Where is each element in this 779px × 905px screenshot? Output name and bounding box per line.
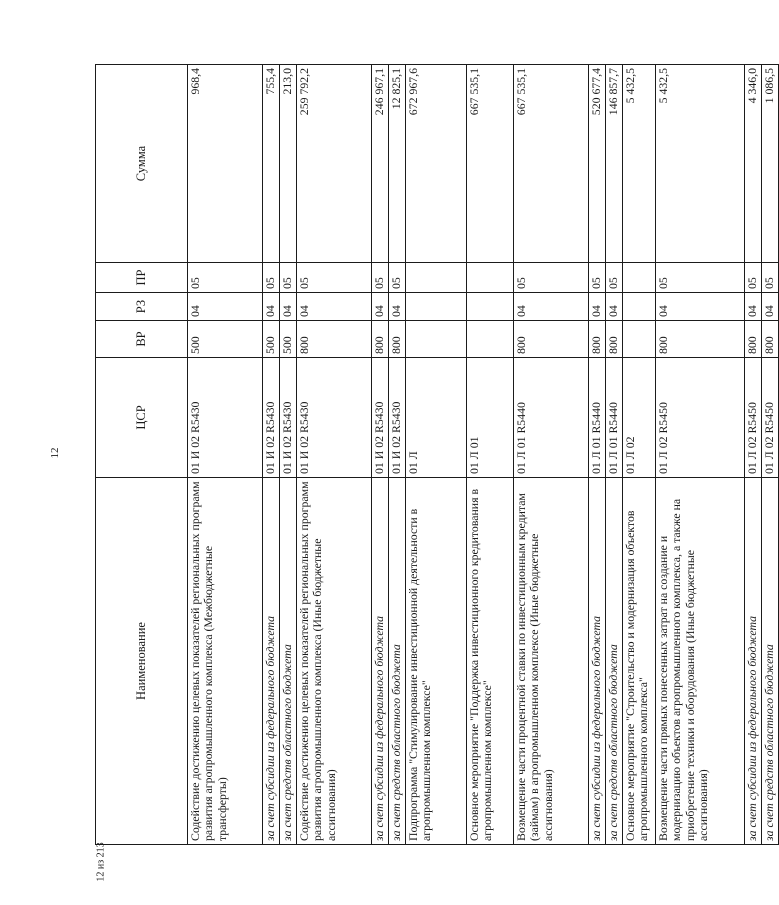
cell-pr xyxy=(406,263,467,293)
cell-sum: 1 086,5 xyxy=(762,65,779,263)
cell-vr: 800 xyxy=(606,321,623,358)
cell-sum: 4 346,0 xyxy=(745,65,762,263)
table-header-row xyxy=(96,65,188,845)
cell-name: за счет субсидии из федерального бюджета xyxy=(589,478,606,845)
cell-sum: 146 857,7 xyxy=(606,65,623,263)
table-row xyxy=(389,65,406,845)
cell-vr xyxy=(467,321,514,358)
cell-csr: 01 Л 01 R5440 xyxy=(514,358,589,478)
cell-sum: 12 825,1 xyxy=(389,65,406,263)
cell-rz xyxy=(623,293,656,321)
cell-vr xyxy=(623,321,656,358)
table-row xyxy=(263,65,280,845)
cell-name: Основное мероприятие "Строительство и модернизация объектов агропромышленного комплекса" xyxy=(623,478,656,845)
table-row xyxy=(762,65,779,845)
table-row xyxy=(656,65,745,845)
cell-pr xyxy=(623,263,656,293)
cell-pr: 05 xyxy=(263,263,280,293)
cell-sum: 5 432,5 xyxy=(623,65,656,263)
cell-name: за счет средств областного бюджета xyxy=(389,478,406,845)
cell-pr: 05 xyxy=(745,263,762,293)
cell-vr: 800 xyxy=(297,321,372,358)
cell-sum: 5 432,5 xyxy=(656,65,745,263)
cell-pr: 05 xyxy=(606,263,623,293)
header-pr: ПР xyxy=(96,263,188,293)
cell-name: Подпрограмма "Стимулирование инвестиционной деятельности в агропромышленном комплексе" xyxy=(406,478,467,845)
cell-sum: 755,4 xyxy=(263,65,280,263)
budget-table xyxy=(95,64,779,845)
cell-csr: 01 И 02 R5430 xyxy=(188,358,263,478)
cell-sum: 667 535,1 xyxy=(467,65,514,263)
cell-pr: 05 xyxy=(389,263,406,293)
cell-vr: 800 xyxy=(389,321,406,358)
table-row xyxy=(188,65,263,845)
header-sum: Сумма xyxy=(96,65,188,263)
cell-csr: 01 Л 01 R5440 xyxy=(606,358,623,478)
cell-vr: 800 xyxy=(745,321,762,358)
table-row xyxy=(467,65,514,845)
cell-rz: 04 xyxy=(745,293,762,321)
table-row xyxy=(406,65,467,845)
cell-rz xyxy=(406,293,467,321)
cell-pr: 05 xyxy=(762,263,779,293)
cell-name: Содействие достижению целевых показателей региональных программ развития агропромышленного комплекса (Иные бюджетные ассигнования) xyxy=(297,478,372,845)
cell-name: за счет субсидии из федерального бюджета xyxy=(745,478,762,845)
table-row xyxy=(606,65,623,845)
cell-name: Возмещение части прямых понесенных затрат на создание и модернизацию объектов агропромышленного комплекса, а также на приобретение техники и оборудования (Иные бюджетные ассигнования) xyxy=(656,478,745,845)
cell-rz: 04 xyxy=(280,293,297,321)
header-csr: ЦСР xyxy=(96,358,188,478)
table-row xyxy=(297,65,372,845)
cell-csr: 01 Л 02 R5450 xyxy=(745,358,762,478)
cell-rz: 04 xyxy=(263,293,280,321)
cell-csr: 01 Л 02 xyxy=(623,358,656,478)
cell-vr: 500 xyxy=(188,321,263,358)
cell-vr xyxy=(406,321,467,358)
cell-rz: 04 xyxy=(589,293,606,321)
cell-name: за счет средств областного бюджета xyxy=(762,478,779,845)
cell-name: Содействие достижению целевых показателей региональных программ развития агропромышленного комплекса (Межбюджетные трансферты) xyxy=(188,478,263,845)
cell-sum: 520 677,4 xyxy=(589,65,606,263)
cell-name: за счет субсидии из федерального бюджета xyxy=(263,478,280,845)
header-name: Наименование xyxy=(96,478,188,845)
cell-sum: 259 792,2 xyxy=(297,65,372,263)
cell-pr: 05 xyxy=(188,263,263,293)
cell-csr: 01 И 02 R5430 xyxy=(280,358,297,478)
cell-pr: 05 xyxy=(280,263,297,293)
cell-rz: 04 xyxy=(372,293,389,321)
cell-vr: 800 xyxy=(372,321,389,358)
cell-pr: 05 xyxy=(514,263,589,293)
cell-rz: 04 xyxy=(656,293,745,321)
table-row xyxy=(745,65,762,845)
page-number: 12 xyxy=(49,447,61,459)
cell-pr: 05 xyxy=(297,263,372,293)
cell-csr: 01 И 02 R5430 xyxy=(389,358,406,478)
header-rz: РЗ xyxy=(96,293,188,321)
cell-csr: 01 Л 01 xyxy=(467,358,514,478)
header-vr: ВР xyxy=(96,321,188,358)
table-row xyxy=(372,65,389,845)
cell-sum: 667 535,1 xyxy=(514,65,589,263)
cell-pr xyxy=(467,263,514,293)
cell-name: Основное мероприятие "Поддержка инвестиционного кредитования в агропромышленном комплексе" xyxy=(467,478,514,845)
cell-csr: 01 Л 02 R5450 xyxy=(762,358,779,478)
cell-rz: 04 xyxy=(188,293,263,321)
cell-rz: 04 xyxy=(762,293,779,321)
table-row xyxy=(589,65,606,845)
table-row xyxy=(280,65,297,845)
cell-sum: 672 967,6 xyxy=(406,65,467,263)
cell-rz: 04 xyxy=(297,293,372,321)
cell-pr: 05 xyxy=(589,263,606,293)
budget-table-sheet xyxy=(95,65,776,845)
cell-name: за счет средств областного бюджета xyxy=(606,478,623,845)
cell-rz: 04 xyxy=(606,293,623,321)
cell-name: за счет субсидии из федерального бюджета xyxy=(372,478,389,845)
cell-name: Возмещение части процентной ставки по инвестиционным кредитам (займам) в агропромышленном комплексе (Иные бюджетные ассигнования) xyxy=(514,478,589,845)
cell-rz xyxy=(467,293,514,321)
budget-table-rotated xyxy=(95,65,776,845)
table-row xyxy=(623,65,656,845)
table-row xyxy=(514,65,589,845)
cell-vr: 500 xyxy=(263,321,280,358)
cell-name: за счет средств областного бюджета xyxy=(280,478,297,845)
cell-vr: 500 xyxy=(280,321,297,358)
cell-csr: 01 Л 01 R5440 xyxy=(589,358,606,478)
cell-sum: 213,0 xyxy=(280,65,297,263)
cell-sum: 968,4 xyxy=(188,65,263,263)
cell-pr: 05 xyxy=(656,263,745,293)
cell-csr: 01 И 02 R5430 xyxy=(297,358,372,478)
cell-rz: 04 xyxy=(514,293,589,321)
cell-rz: 04 xyxy=(389,293,406,321)
cell-csr: 01 И 02 R5430 xyxy=(372,358,389,478)
cell-csr: 01 Л 02 R5450 xyxy=(656,358,745,478)
cell-vr: 800 xyxy=(589,321,606,358)
cell-pr: 05 xyxy=(372,263,389,293)
cell-csr: 01 Л xyxy=(406,358,467,478)
cell-sum: 246 967,1 xyxy=(372,65,389,263)
cell-vr: 800 xyxy=(514,321,589,358)
cell-vr: 800 xyxy=(656,321,745,358)
cell-csr: 01 И 02 R5430 xyxy=(263,358,280,478)
cell-vr: 800 xyxy=(762,321,779,358)
footer-page-counter: 12 из 213 xyxy=(95,842,107,882)
